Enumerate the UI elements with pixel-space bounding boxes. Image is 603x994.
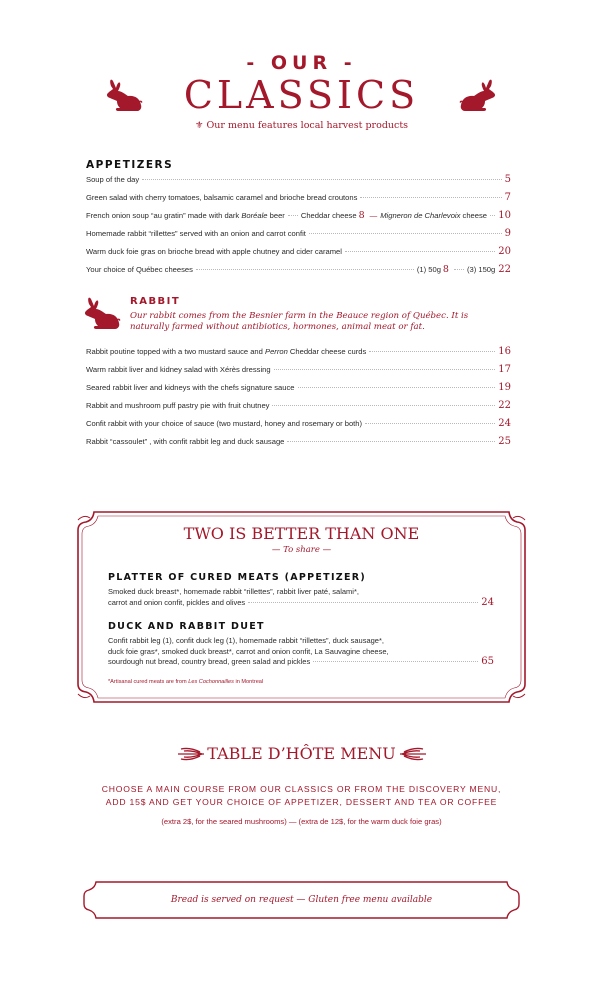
item-label: Soup of the day [86,175,140,184]
item-price: 25 [498,436,511,447]
menu-item [86,210,511,224]
menu-item [86,264,511,278]
menu-item [86,228,511,242]
item-price: 5 [504,174,511,185]
fleur-de-lis-icon: ⚜ [194,120,204,131]
item-label: Your choice of Québec cheeses [86,265,193,274]
dish-description: Confit rabbit leg (1), confit duck leg (1), homemade rabbit “rillettes”, duck sausage*, duck foie gras*, smoked duck breast*, carrot and onion confit, La Sauvagine cheese, sourdough nut bread, country bread, green salad and pickles 65 [108,636,494,667]
menu-item [86,418,511,432]
menu-item [86,192,511,206]
dish-description: Smoked duck breast*, homemade rabbit “rillettes”, rabbit liver paté, salami*, carrot and onion confit, pickles and olives 24 [108,587,494,608]
dish-title: PLATTER OF CURED MEATS (APPETIZER) [108,572,367,583]
menu-item [86,400,511,414]
item-price: 16 [498,346,511,357]
option-price: 8 [442,264,449,275]
item-label: Confit rabbit with your choice of sauce (two mustard, honey and rosemary or both) [86,419,363,428]
option-price: 8 [358,210,365,221]
menu-item [86,246,511,260]
header-our: - OUR - [246,52,357,74]
item-label: French onion soup “au gratin” made with dark Boréale beer [86,211,285,220]
dish-title: DUCK AND RABBIT DUET [108,621,265,632]
menu-item [86,436,511,450]
page-title: CLASSICS [183,73,420,117]
menu-item [86,346,511,360]
table-dhote-title: TABLE D’HÔTE MENU [207,744,396,763]
item-label: Rabbit poutine topped with a two mustard sauce and Perron Cheddar cheese curds [86,347,367,356]
item-label: Warm duck foie gras on brioche bread with apple chutney and cider caramel [86,247,342,256]
option-label: (3) 150g [466,265,496,274]
menu-item [86,364,511,378]
item-label: Green salad with cherry tomatoes, balsamic caramel and brioche bread croutons [86,193,358,202]
dish-price: 24 [481,596,494,608]
rabbit-icon [82,296,122,332]
item-price: 19 [498,382,511,393]
ornament-icon [396,744,428,764]
menu-item [86,382,511,396]
item-price: 22 [498,400,511,411]
item-price: 20 [498,246,511,257]
rabbit-title: RABBIT [130,296,181,307]
item-price: 22 [498,264,511,275]
item-label: Rabbit and mushroom puff pastry pie with fruit chutney [86,401,270,410]
item-price: 24 [498,418,511,429]
header-subtitle [0,120,603,131]
separator: — [369,211,378,220]
footer-note: Bread is served on request — Gluten free menu available [170,895,433,905]
table-dhote-line: ADD 15$ AND GET YOUR CHOICE OF APPETIZER, DESSERT AND TEA OR COFFEE [105,797,498,807]
share-subtitle: — To share — [271,545,332,555]
item-price: 7 [504,192,511,203]
option-label: Cheddar cheese [300,211,357,220]
item-label: Rabbit “cassoulet” , with confit rabbit leg and duck sausage [86,437,285,446]
item-label: Homemade rabbit “rillettes” served with an onion and carrot confit [86,229,306,238]
table-dhote-extra: (extra 2$, for the seared mushrooms) — (extra de 12$, for the warm duck foie gras) [161,817,442,826]
item-label: Seared rabbit liver and kidneys with the chefs signature sauce [86,383,295,392]
share-note: *Artisanal cured meats are from Les Cochonnailles in Montreal [108,679,264,685]
item-price: 17 [498,364,511,375]
appetizers-title: APPETIZERS [86,159,174,171]
option-label: (1) 50g [416,265,441,274]
share-title: TWO IS BETTER THAN ONE [183,524,420,543]
item-price: 10 [498,210,511,221]
header-subtitle-text: Our menu features local harvest products [206,120,409,131]
item-price: 9 [504,228,511,239]
dish-price: 65 [481,656,494,667]
menu-item [86,174,511,188]
option-label: Migneron de Charlevoix cheese [380,211,488,220]
rabbit-icon [104,78,144,114]
item-label: Warm rabbit liver and kidney salad with Xérès dressing [86,365,271,374]
rabbit-icon [458,78,498,114]
rabbit-description: Our rabbit comes from the Besnier farm in the Beauce region of Québec. It is naturally farmed without antibiotics, hormones, animal meat or fat. [130,311,469,332]
table-dhote-line: CHOOSE A MAIN COURSE FROM OUR CLASSICS OR FROM THE DISCOVERY MENU, [101,784,502,794]
